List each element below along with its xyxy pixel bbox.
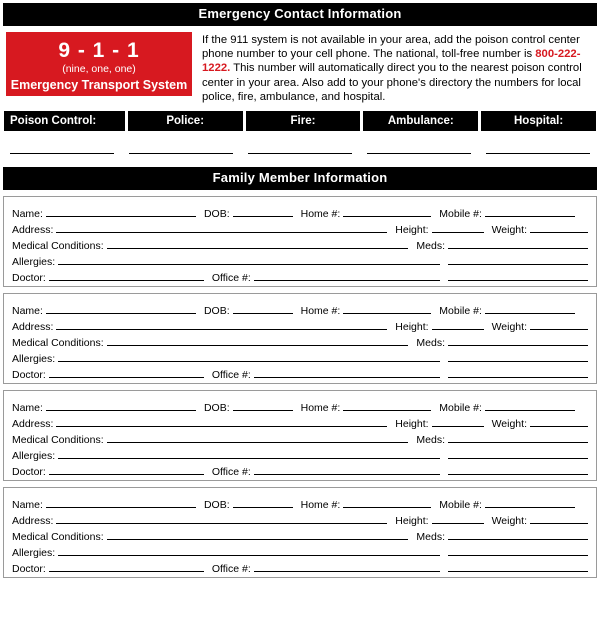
label-dob: DOB:	[203, 305, 230, 318]
label-meds: Meds:	[416, 434, 445, 447]
label-medical-conditions: Medical Conditions:	[12, 240, 104, 253]
input-meds[interactable]	[448, 334, 588, 346]
emergency-instructions	[192, 32, 594, 104]
input-doctor[interactable]	[49, 463, 204, 475]
input-home-number[interactable]	[343, 302, 431, 314]
input-doctor[interactable]	[49, 560, 204, 572]
label-home: Home #:	[300, 208, 341, 221]
card-row-medical	[12, 237, 588, 253]
label-medical-conditions: Medical Conditions:	[12, 531, 104, 544]
label-mobile: Mobile #:	[439, 499, 482, 512]
badge-number: 9 - 1 - 1	[58, 39, 140, 62]
input-allergies[interactable]	[58, 447, 440, 459]
label-medical-conditions: Medical Conditions:	[12, 337, 104, 350]
label-home: Home #:	[300, 499, 341, 512]
card-row-doctor	[12, 463, 588, 479]
label-height: Height:	[395, 515, 429, 528]
input-medical-conditions[interactable]	[107, 334, 409, 346]
input-mobile-number[interactable]	[485, 496, 575, 508]
contact-line-ambulance[interactable]	[367, 131, 471, 154]
emergency-info-row	[0, 26, 600, 104]
input-office-number-continued[interactable]	[448, 463, 588, 475]
card-row-address	[12, 318, 588, 334]
card-row-address	[12, 415, 588, 431]
family-member-card	[3, 196, 597, 287]
label-height: Height:	[395, 321, 429, 334]
input-allergies-continued[interactable]	[448, 253, 588, 265]
input-medical-conditions[interactable]	[107, 237, 409, 249]
label-office-number: Office #:	[211, 466, 251, 479]
input-name[interactable]	[46, 496, 196, 508]
input-meds[interactable]	[448, 431, 588, 443]
card-row-doctor	[12, 560, 588, 576]
input-dob[interactable]	[233, 496, 293, 508]
input-address[interactable]	[56, 221, 387, 233]
label-medical-conditions: Medical Conditions:	[12, 434, 104, 447]
contact-label-bars	[4, 111, 596, 131]
input-weight[interactable]	[530, 221, 588, 233]
input-mobile-number[interactable]	[485, 205, 575, 217]
badge-system-label: Emergency Transport System	[10, 78, 188, 92]
input-office-number[interactable]	[254, 463, 440, 475]
input-name[interactable]	[46, 302, 196, 314]
contact-line-fire[interactable]	[248, 131, 352, 154]
card-row-doctor	[12, 366, 588, 382]
input-allergies-continued[interactable]	[448, 447, 588, 459]
label-name: Name:	[12, 499, 43, 512]
card-row-doctor	[12, 269, 588, 285]
label-doctor: Doctor:	[12, 272, 46, 285]
input-height[interactable]	[432, 512, 484, 524]
label-office-number: Office #:	[211, 272, 251, 285]
label-allergies: Allergies:	[12, 450, 56, 463]
contact-label-fire: Fire:	[246, 111, 361, 131]
label-doctor: Doctor:	[12, 369, 46, 382]
label-meds: Meds:	[416, 240, 445, 253]
input-weight[interactable]	[530, 318, 588, 330]
label-height: Height:	[395, 224, 429, 237]
input-address[interactable]	[56, 512, 387, 524]
emergency-contact-section-header: Emergency Contact Information	[3, 3, 597, 26]
input-dob[interactable]	[233, 205, 293, 217]
document-page	[0, 3, 600, 626]
label-meds: Meds:	[416, 531, 445, 544]
input-mobile-number[interactable]	[485, 302, 575, 314]
card-row-address	[12, 221, 588, 237]
input-home-number[interactable]	[343, 496, 431, 508]
contact-label-police: Police:	[128, 111, 243, 131]
input-office-number-continued[interactable]	[448, 560, 588, 572]
card-row-name	[12, 399, 588, 415]
label-home: Home #:	[300, 402, 341, 415]
label-weight: Weight:	[491, 224, 527, 237]
card-row-medical	[12, 334, 588, 350]
input-doctor[interactable]	[49, 269, 204, 281]
label-address: Address:	[12, 321, 54, 334]
input-weight[interactable]	[530, 415, 588, 427]
label-allergies: Allergies:	[12, 353, 56, 366]
input-office-number[interactable]	[254, 366, 440, 378]
input-address[interactable]	[56, 415, 387, 427]
input-home-number[interactable]	[343, 205, 431, 217]
input-mobile-number[interactable]	[485, 399, 575, 411]
label-mobile: Mobile #:	[439, 208, 482, 221]
contact-line-hospital[interactable]	[486, 131, 590, 154]
label-weight: Weight:	[491, 321, 527, 334]
card-row-allergies	[12, 447, 588, 463]
input-name[interactable]	[46, 399, 196, 411]
label-address: Address:	[12, 224, 54, 237]
input-allergies[interactable]	[58, 253, 440, 265]
input-office-number[interactable]	[254, 269, 440, 281]
label-doctor: Doctor:	[12, 466, 46, 479]
input-dob[interactable]	[233, 302, 293, 314]
label-dob: DOB:	[203, 499, 230, 512]
input-meds[interactable]	[448, 237, 588, 249]
label-office-number: Office #:	[211, 563, 251, 576]
card-row-allergies	[12, 350, 588, 366]
family-member-section-header: Family Member Information	[3, 167, 597, 190]
badge-subtitle: (nine, one, one)	[62, 63, 136, 75]
family-member-cards	[0, 190, 600, 578]
contact-line-poison-control[interactable]	[10, 131, 114, 154]
contact-label-poison-control: Poison Control:	[4, 111, 125, 131]
label-allergies: Allergies:	[12, 256, 56, 269]
label-mobile: Mobile #:	[439, 402, 482, 415]
card-row-allergies	[12, 544, 588, 560]
input-home-number[interactable]	[343, 399, 431, 411]
contact-line-police[interactable]	[129, 131, 233, 154]
label-mobile: Mobile #:	[439, 305, 482, 318]
card-row-name	[12, 496, 588, 512]
input-allergies-continued[interactable]	[448, 350, 588, 362]
label-meds: Meds:	[416, 337, 445, 350]
card-row-medical	[12, 431, 588, 447]
contact-write-in-lines	[4, 131, 596, 161]
contact-label-hospital: Hospital:	[481, 111, 596, 131]
card-row-allergies	[12, 253, 588, 269]
input-dob[interactable]	[233, 399, 293, 411]
input-name[interactable]	[46, 205, 196, 217]
card-row-medical	[12, 528, 588, 544]
contact-label-ambulance: Ambulance:	[363, 111, 478, 131]
poison-control-hotline-number: 800-222-1222.	[202, 48, 581, 75]
emergency-911-badge	[6, 32, 192, 96]
card-row-name	[12, 205, 588, 221]
input-doctor[interactable]	[49, 366, 204, 378]
label-height: Height:	[395, 418, 429, 431]
label-office-number: Office #:	[211, 369, 251, 382]
label-name: Name:	[12, 305, 43, 318]
input-meds[interactable]	[448, 528, 588, 540]
input-allergies[interactable]	[58, 350, 440, 362]
family-member-card	[3, 390, 597, 481]
label-dob: DOB:	[203, 208, 230, 221]
input-office-number-continued[interactable]	[448, 366, 588, 378]
input-height[interactable]	[432, 415, 484, 427]
label-name: Name:	[12, 208, 43, 221]
input-height[interactable]	[432, 318, 484, 330]
family-member-card	[3, 487, 597, 578]
input-allergies[interactable]	[58, 544, 440, 556]
label-address: Address:	[12, 515, 54, 528]
label-home: Home #:	[300, 305, 341, 318]
instructions-part-two: This number will automatically direct you to the nearest poison control center in your area. Also add to your phone's directory the numbers for local police, fire, ambulance, and hospital.	[202, 62, 582, 103]
label-doctor: Doctor:	[12, 563, 46, 576]
card-row-address	[12, 512, 588, 528]
label-weight: Weight:	[491, 515, 527, 528]
input-medical-conditions[interactable]	[107, 431, 409, 443]
label-weight: Weight:	[491, 418, 527, 431]
instructions-part-one: If the 911 system is not available in your area, add the poison control center phone number to your cell phone. The national, toll-free number is	[202, 34, 580, 61]
label-allergies: Allergies:	[12, 547, 56, 560]
input-allergies-continued[interactable]	[448, 544, 588, 556]
input-office-number-continued[interactable]	[448, 269, 588, 281]
input-weight[interactable]	[530, 512, 588, 524]
label-name: Name:	[12, 402, 43, 415]
input-address[interactable]	[56, 318, 387, 330]
input-office-number[interactable]	[254, 560, 440, 572]
card-row-name	[12, 302, 588, 318]
label-address: Address:	[12, 418, 54, 431]
input-medical-conditions[interactable]	[107, 528, 409, 540]
input-height[interactable]	[432, 221, 484, 233]
label-dob: DOB:	[203, 402, 230, 415]
family-member-card	[3, 293, 597, 384]
